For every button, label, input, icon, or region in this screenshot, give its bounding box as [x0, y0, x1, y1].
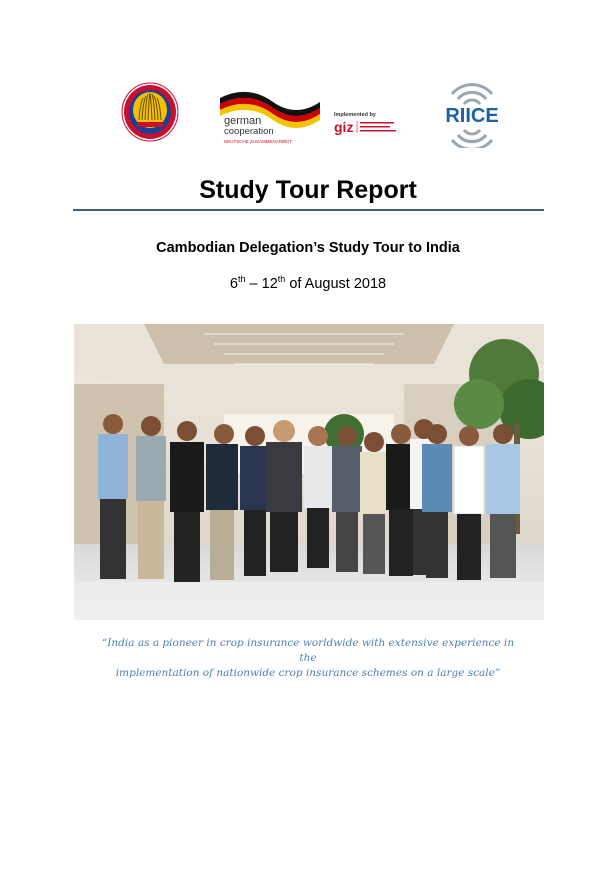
date-start-suffix: th — [238, 274, 246, 284]
giz-wordmark: giz — [334, 119, 354, 135]
group-photo-image — [74, 324, 544, 620]
german-line1: german — [224, 115, 262, 127]
group-photo-drawing — [74, 324, 544, 620]
report-dates — [0, 274, 616, 292]
date-rest: of August 2018 — [285, 275, 387, 292]
riice-logo — [435, 78, 509, 148]
german-line3: DEUTSCHE ZUSAMMENARBEIT — [224, 139, 293, 144]
riice-wordmark: RIICE — [445, 105, 499, 127]
quote — [95, 636, 521, 681]
asean-logo — [121, 82, 179, 142]
quote-line2: implementation of nationwide crop insurance schemes on a large scale” — [115, 667, 501, 679]
date-separator: – — [245, 275, 262, 292]
date-start-day: 6 — [229, 275, 238, 292]
report-subtitle: Cambodian Delegation’s Study Tour to India — [156, 240, 460, 256]
page-title: Study Tour Report — [199, 176, 417, 204]
date-end-suffix: th — [277, 274, 286, 284]
date-end-day: 12 — [261, 275, 278, 292]
title-divider — [73, 209, 544, 211]
german-line2: cooperation — [224, 126, 274, 137]
quote-line1: “India as a pioneer in crop insurance worldwide with extensive experience in the — [101, 637, 515, 664]
logo-bar — [0, 78, 616, 148]
giz-logo — [332, 108, 402, 140]
german-cooperation-logo — [218, 84, 323, 148]
implemented-by-label: Implemented by — [334, 112, 376, 118]
